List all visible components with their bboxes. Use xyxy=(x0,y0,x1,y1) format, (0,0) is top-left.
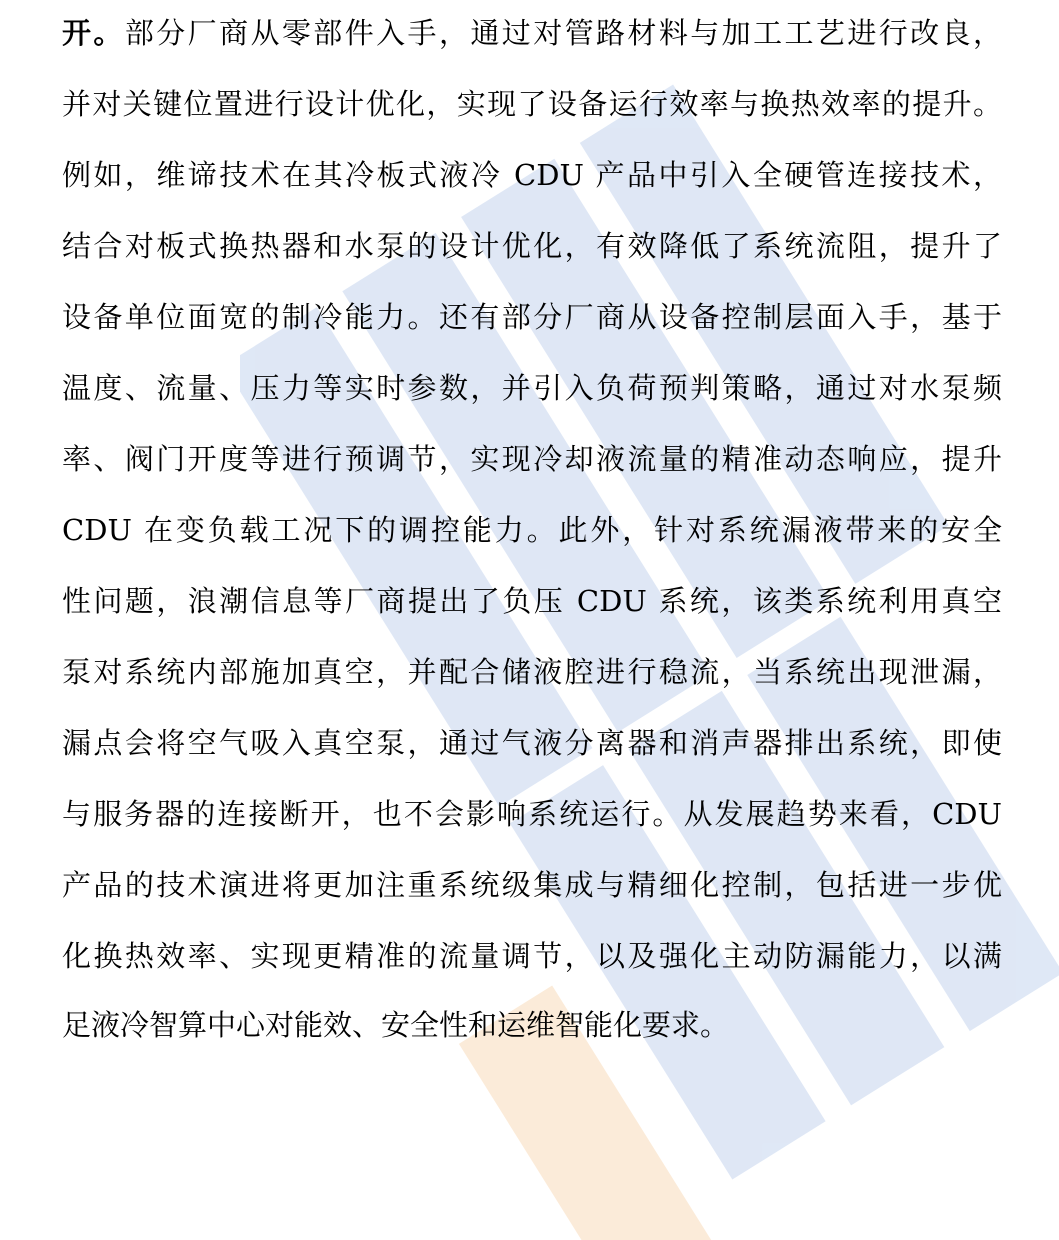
text-line-15: 足液冷智算中心对能效、安全性和运维智能化要求。 xyxy=(62,1008,730,1042)
text-line-6: 温度、流量、压力等实时参数，并引入负荷预判策略，通过对水泵频 xyxy=(62,371,1002,405)
text-line-13: 产品的技术演进将更加注重系统级集成与精细化控制，包括进一步优 xyxy=(62,868,1002,902)
text-line-1 xyxy=(62,16,1002,50)
bold-lead: 开。 xyxy=(62,16,125,50)
text-line-8: CDU 在变负载工况下的调控能力。此外，针对系统漏液带来的安全 xyxy=(62,513,1002,547)
text-line-7: 率、阀门开度等进行预调节，实现冷却液流量的精准动态响应，提升 xyxy=(62,442,1002,476)
text-line-5: 设备单位面宽的制冷能力。还有部分厂商从设备控制层面入手，基于 xyxy=(62,300,1002,334)
text-line-1-rest: 部分厂商从零部件入手，通过对管路材料与加工工艺进行改良， xyxy=(124,16,1002,50)
text-line-12: 与服务器的连接断开，也不会影响系统运行。从发展趋势来看，CDU xyxy=(62,797,1002,831)
text-line-14: 化换热效率、实现更精准的流量调节，以及强化主动防漏能力，以满 xyxy=(62,939,1002,973)
text-line-4: 结合对板式换热器和水泵的设计优化，有效降低了系统流阻，提升了 xyxy=(62,229,1002,263)
text-line-2: 并对关键位置进行设计优化，实现了设备运行效率与换热效率的提升。 xyxy=(62,87,1002,121)
text-line-10: 泵对系统内部施加真空，并配合储液腔进行稳流，当系统出现泄漏， xyxy=(62,655,1002,689)
text-line-11: 漏点会将空气吸入真空泵，通过气液分离器和消声器排出系统，即使 xyxy=(62,726,1002,760)
text-line-3: 例如，维谛技术在其冷板式液冷 CDU 产品中引入全硬管连接技术， xyxy=(62,158,1002,192)
text-line-9: 性问题，浪潮信息等厂商提出了负压 CDU 系统，该类系统利用真空 xyxy=(62,584,1002,618)
